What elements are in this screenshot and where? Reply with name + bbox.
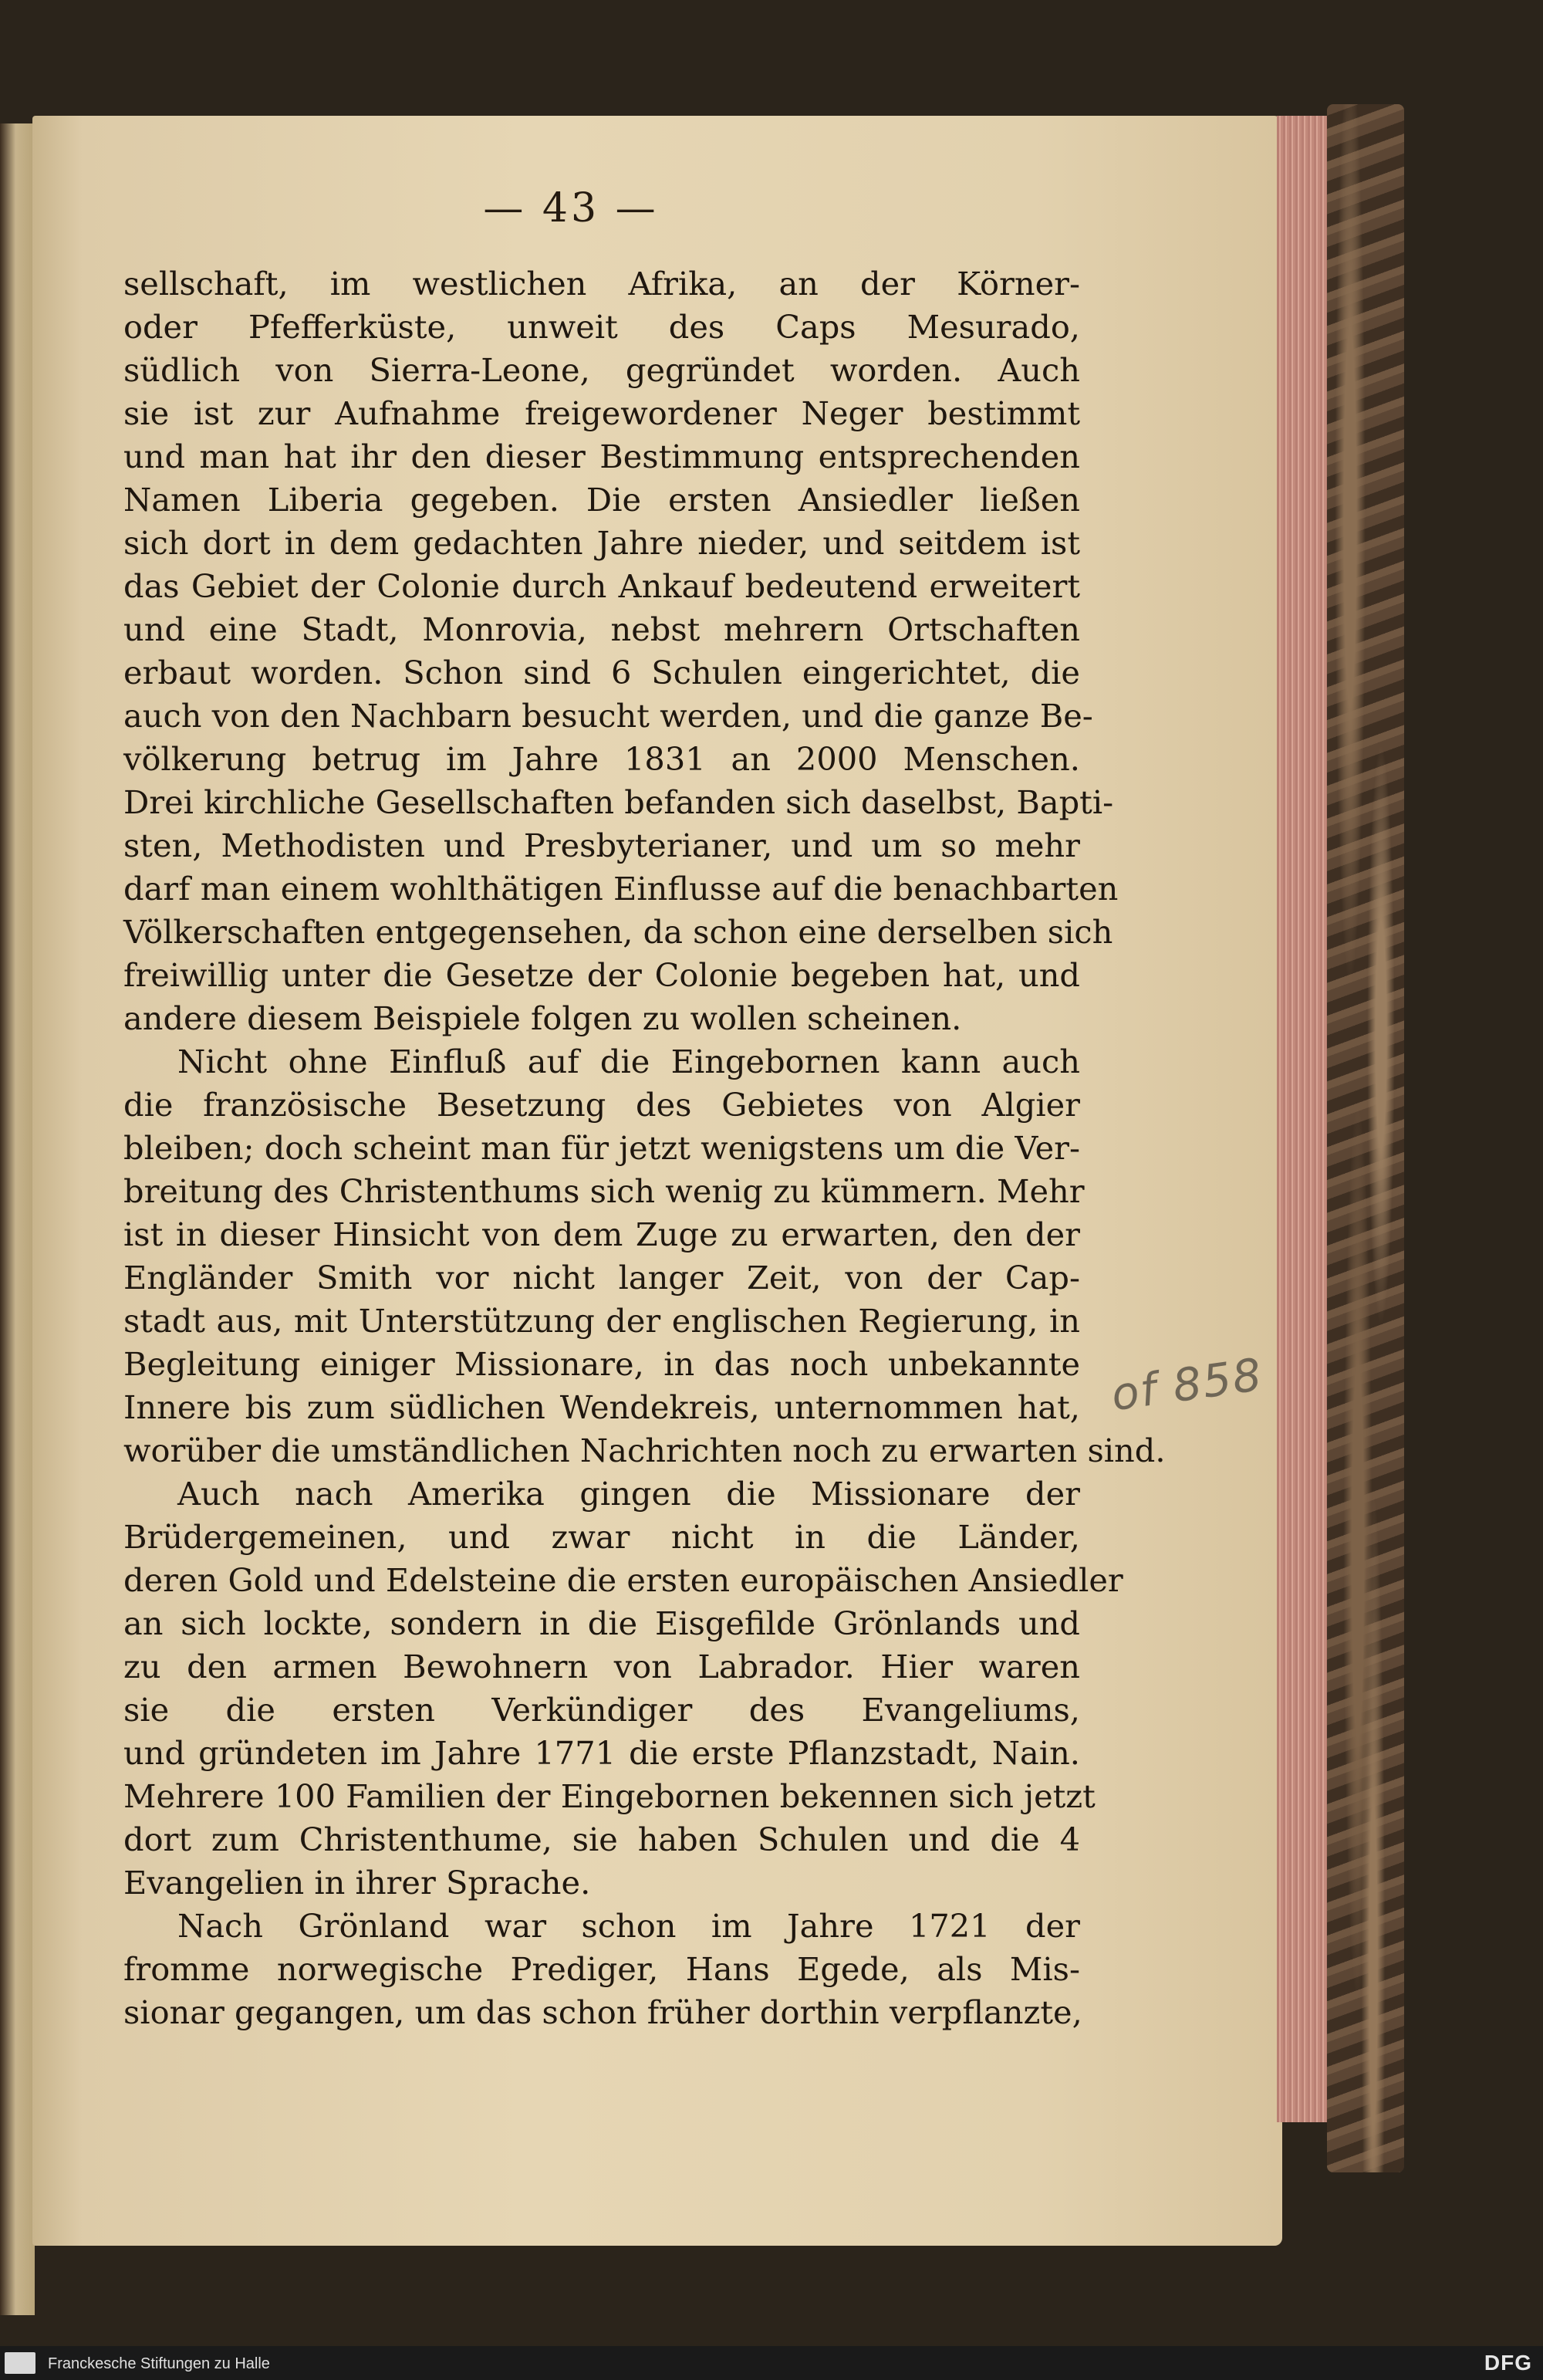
text-line: erbaut worden. Schon sind 6 Schulen eingerichtet, die — [123, 654, 1080, 691]
page-block-edges — [1277, 116, 1333, 2122]
text-line: südlich von Sierra-Leone, gegründet worden. Auch — [123, 351, 1080, 389]
text-line: das Gebiet der Colonie durch Ankauf bedeutend erweitert — [123, 567, 1080, 605]
text-line: stadt aus, mit Unterstützung der englischen Regierung, in — [123, 1302, 1080, 1340]
text-line: sich dort in dem gedachten Jahre nieder, und seitdem ist — [123, 524, 1080, 562]
pencil-annotation: of 858 — [1108, 1347, 1266, 1422]
text-line: deren Gold und Edelsteine die ersten europäischen Ansiedler — [123, 1561, 1123, 1599]
page-number: — 43 — — [483, 185, 659, 232]
text-line: andere diesem Beispiele folgen zu wollen scheinen. — [123, 999, 962, 1037]
text-line: völkerung betrug im Jahre 1831 an 2000 Menschen. — [123, 740, 1080, 778]
text-line: oder Pfefferküste, unweit des Caps Mesurado, — [123, 308, 1080, 346]
text-line: Evangelien in ihrer Sprache. — [123, 1864, 591, 1902]
marbled-cover-edge — [1327, 104, 1404, 2172]
text-line: Nicht ohne Einfluß auf die Eingebornen kann auch — [177, 1043, 1080, 1080]
institution-logo-icon — [5, 2352, 35, 2374]
text-line: Auch nach Amerika gingen die Missionare der — [177, 1475, 1080, 1513]
institution-name: Franckesche Stiftungen zu Halle — [48, 2355, 270, 2372]
text-line: und man hat ihr den dieser Bestimmung entsprechenden — [123, 438, 1080, 475]
left-page-edge — [0, 123, 35, 2315]
viewer-footer-bar — [0, 2346, 1543, 2380]
text-line: freiwillig unter die Gesetze der Colonie begeben hat, und — [123, 956, 1080, 994]
text-line: und gründeten im Jahre 1771 die erste Pflanzstadt, Nain. — [123, 1734, 1080, 1772]
text-line: Völkerschaften entgegensehen, da schon eine derselben sich — [123, 913, 1113, 951]
text-line: sten, Methodisten und Presbyterianer, und um so mehr — [123, 827, 1080, 864]
text-line: bleiben; doch scheint man für jetzt wenigstens um die Ver- — [123, 1129, 1080, 1167]
text-line: Innere bis zum südlichen Wendekreis, unternommen hat, — [123, 1388, 1080, 1426]
text-line: Namen Liberia gegeben. Die ersten Ansiedler ließen — [123, 481, 1080, 519]
text-line: Brüdergemeinen, und zwar nicht in die Länder, — [123, 1518, 1080, 1556]
dfg-logo: DFG — [1484, 2351, 1532, 2375]
text-line: Drei kirchliche Gesellschaften befanden sich daselbst, Bapti- — [123, 783, 1114, 821]
text-line: Engländer Smith vor nicht langer Zeit, von der Cap- — [123, 1259, 1080, 1296]
page-body-text — [123, 262, 1166, 2034]
text-line: dort zum Christenthume, sie haben Schulen und die 4 — [123, 1820, 1080, 1858]
text-line: die französische Besetzung des Gebietes von Algier — [123, 1086, 1080, 1124]
text-line: an sich lockte, sondern in die Eisgefilde Grönlands und — [123, 1604, 1080, 1642]
text-line: sie ist zur Aufnahme freigewordener Neger bestimmt — [123, 394, 1080, 432]
text-line: fromme norwegische Prediger, Hans Egede, als Mis- — [123, 1950, 1080, 1988]
text-line: sellschaft, im westlichen Afrika, an der Körner- — [123, 265, 1080, 303]
text-line: Nach Grönland war schon im Jahre 1721 der — [177, 1907, 1080, 1945]
text-line: zu den armen Bewohnern von Labrador. Hier waren — [123, 1648, 1080, 1685]
text-line: Mehrere 100 Familien der Eingebornen bekennen sich jetzt — [123, 1777, 1096, 1815]
text-line: und eine Stadt, Monrovia, nebst mehrern Ortschaften — [123, 610, 1080, 648]
text-line: sie die ersten Verkündiger des Evangeliums, — [123, 1691, 1080, 1729]
text-line: sionar gegangen, um das schon früher dorthin verpflanzte, — [123, 1993, 1082, 2031]
text-line: darf man einem wohlthätigen Einflusse auf die benachbarten — [123, 870, 1119, 908]
text-line: auch von den Nachbarn besucht werden, und die ganze Be- — [123, 697, 1093, 735]
text-line: breitung des Christenthums sich wenig zu kümmern. Mehr — [123, 1172, 1085, 1210]
text-line: Begleitung einiger Missionare, in das noch unbekannte — [123, 1345, 1080, 1383]
text-line: worüber die umständlichen Nachrichten noch zu erwarten sind. — [123, 1432, 1166, 1469]
text-line: ist in dieser Hinsicht von dem Zuge zu erwarten, den der — [123, 1215, 1080, 1253]
